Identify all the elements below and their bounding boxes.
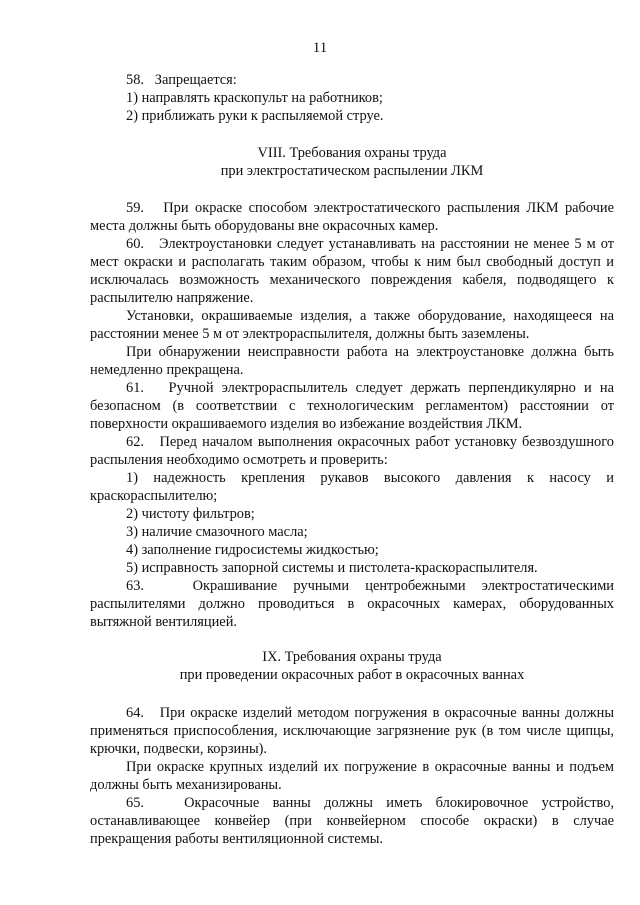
clause-62-item-2: 2) чистоту фильтров; <box>126 506 255 522</box>
clause-65: 65. Окрасочные ванны должны иметь блокировочное устройство, останавливающее конвейер (при конвейерном способе окраски) в случае прекращения работы вентиляционной системы. <box>90 795 614 847</box>
clause-64-large-items: При окраске крупных изделий их погружение в окрасочные ванны и подъем должны быть механизированы. <box>90 759 614 793</box>
clause-61: 61. Ручной электрораспылитель следует держать перпендикулярно и на безопасном (в соответствии с технологическим регламентом) расстоянии от поверхности окрашиваемого изделия во избежание воздействия ЛКМ. <box>90 380 614 432</box>
clause-58-item-2: 2) приближать руки к распыляемой струе. <box>126 108 384 124</box>
page-number: 11 <box>312 40 328 56</box>
clause-62-item-5: 5) исправность запорной системы и пистолета-краскораспылителя. <box>126 560 538 576</box>
clause-63: 63. Окрашивание ручными центробежными электростатическими распылителями должно проводиться в окрасочных камерах, оборудованных вытяжной вентиляцией. <box>90 578 614 630</box>
clause-62-item-1: 1) надежность крепления рукавов высокого давления к насосу и краскораспылителю; <box>90 470 614 504</box>
section-8-title: VIII. Требования охраны труда <box>257 145 447 161</box>
clause-62-item-4: 4) заполнение гидросистемы жидкостью; <box>126 542 379 558</box>
section-9-subtitle: при проведении окрасочных работ в окрасочных ваннах <box>179 667 525 683</box>
clause-58: 58. Запрещается: <box>126 72 237 88</box>
clause-59: 59. При окраске способом электростатического распыления ЛКМ рабочие места должны быть оборудованы вне окрасочных камер. <box>90 200 614 234</box>
clause-60-malfunction: При обнаружении неисправности работа на электроустановке должна быть немедленно прекращена. <box>90 344 614 378</box>
clause-60-grounding: Установки, окрашиваемые изделия, а также оборудование, находящееся на расстоянии менее 5 м от электрораспылителя, должны быть заземлены. <box>90 308 614 342</box>
section-8-subtitle: при электростатическом распылении ЛКМ <box>220 163 484 179</box>
clause-58-item-1: 1) направлять краскопульт на работников; <box>126 90 383 106</box>
clause-62: 62. Перед началом выполнения окрасочных работ установку безвоздушного распыления необходимо осмотреть и проверить: <box>90 434 614 468</box>
clause-62-item-3: 3) наличие смазочного масла; <box>126 524 308 540</box>
document-body <box>90 71 614 848</box>
section-9-title: IX. Требования охраны труда <box>262 649 442 665</box>
clause-60: 60. Электроустановки следует устанавливать на расстоянии не менее 5 м от мест окраски и располагать таким образом, чтобы к ним был свободный доступ и исключалась возможность механического повреждения кабеля, подводящего к распылителю напряжение. <box>90 236 614 306</box>
clause-64: 64. При окраске изделий методом погружения в окрасочные ванны должны применяться приспособления, исключающие загрязнение рук (в том числе щипцы, крючки, подвески, корзины). <box>90 705 614 757</box>
